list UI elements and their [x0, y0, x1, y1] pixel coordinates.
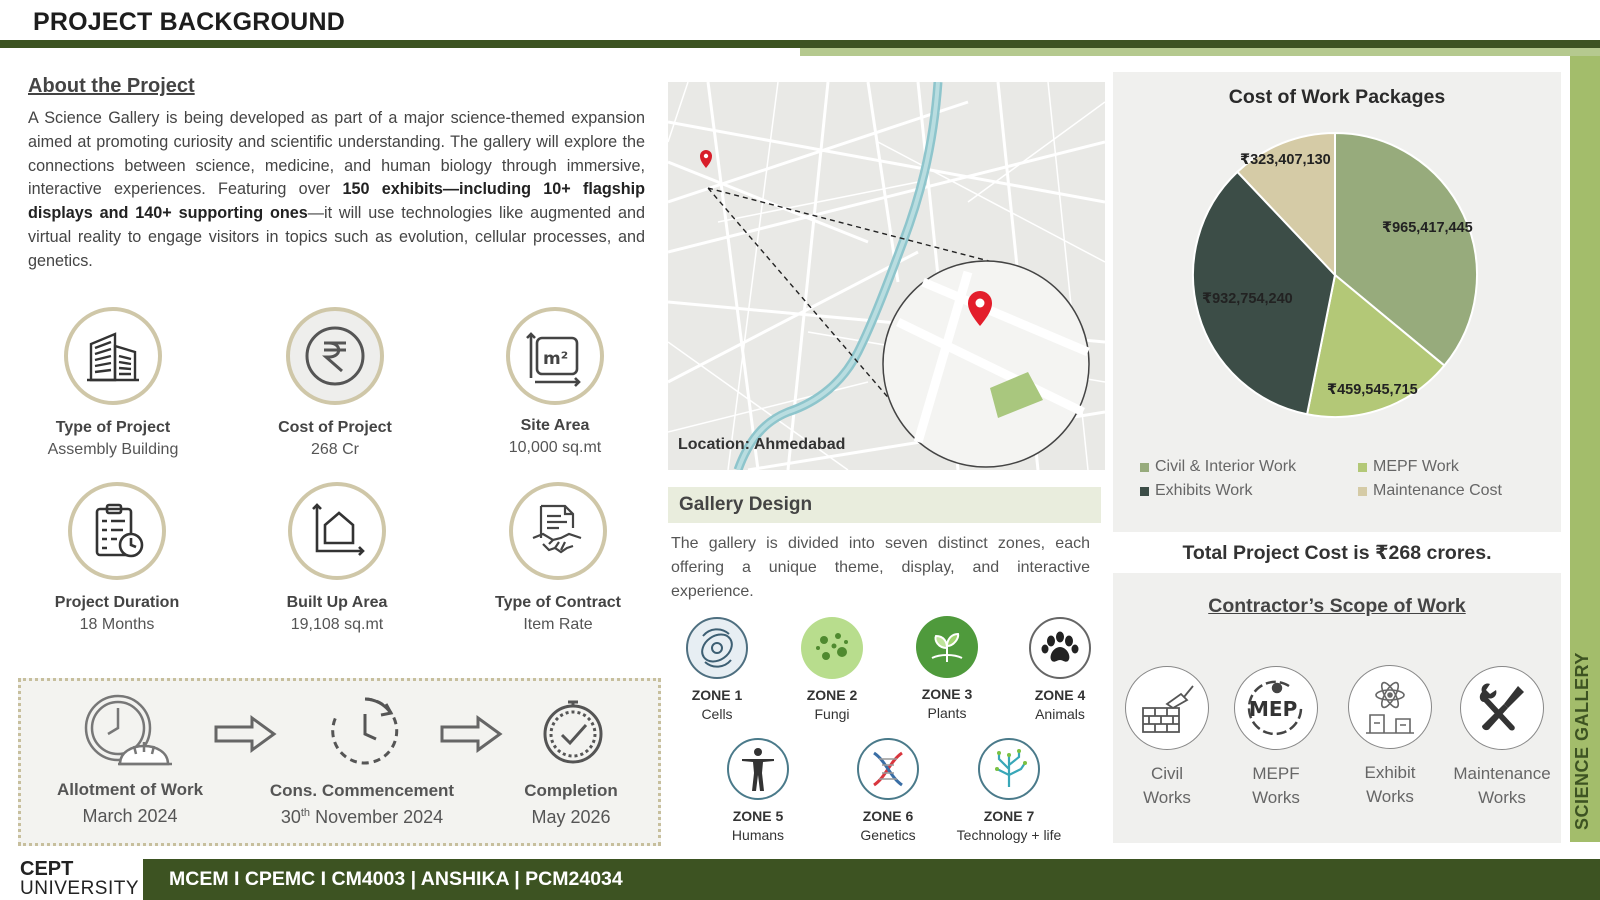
legend-civil: Civil & Interior Work: [1140, 458, 1296, 476]
zone-name: Animals: [1035, 706, 1085, 722]
plant-icon: [916, 616, 978, 678]
zone-label: ZONE 4: [1034, 687, 1086, 703]
legend-swatch: [1140, 463, 1149, 472]
pie-label-civil: ₹965,417,445: [1382, 220, 1473, 236]
cell-icon: [686, 617, 748, 679]
about-paragraph: A Science Gallery is being developed as part of a major science-themed expansion aimed at promoting curiosity and scientific understanding. The gallery will explore the connections between science, medicine, and human biology through immersive, interactive experiences. Featuring over 150 exhibits—including 10+ flagship displays and 140+ supporting ones—it will use technologies like augmented and virtual reality to engage visitors in topics such as evolution, cellular processes, and genetics.: [28, 109, 646, 270]
timeline-label: Allotment of Work: [56, 780, 204, 799]
clock-dashed-icon: [328, 694, 402, 773]
zone-name: Cells: [701, 706, 733, 722]
zone-name: Fungi: [814, 706, 850, 722]
scope-exhibit: [1330, 665, 1450, 809]
timeline-value: March 2024: [82, 806, 178, 826]
timeline-commencement: [252, 781, 472, 828]
info-value: 10,000 sq.mt: [508, 439, 602, 456]
zone-name: Technology + life: [956, 827, 1062, 843]
legend-swatch: [1358, 487, 1367, 496]
dna-icon: [857, 738, 919, 800]
clipboard-clock-icon: [68, 482, 166, 580]
zone-label: ZONE 7: [983, 808, 1035, 824]
zone-5: [693, 738, 823, 843]
header-accent-bar: [800, 48, 1600, 56]
zone-6: [823, 738, 953, 843]
info-label: Project Duration: [54, 594, 180, 611]
mep-icon: [1234, 666, 1318, 750]
info-value: 18 Months: [79, 616, 155, 633]
timeline-label: Completion: [524, 781, 618, 800]
timeline-allotment: [20, 780, 240, 827]
page-title: PROJECT BACKGROUND: [33, 8, 345, 36]
pie-label-maintenance: ₹323,407,130: [1240, 152, 1331, 168]
zone-label: ZONE 2: [806, 687, 858, 703]
scope-label: Civil Works: [1143, 764, 1191, 807]
map-zoom-inset: [883, 261, 1089, 467]
pie-label-mepf: ₹459,545,715: [1327, 382, 1418, 398]
area-m2-icon: [506, 307, 604, 405]
scope-label: Maintenance Works: [1453, 764, 1551, 807]
total-cost: Total Project Cost is ₹268 crores.: [1182, 542, 1492, 564]
wrench-screwdriver-icon: [1460, 666, 1544, 750]
legend-maintenance: Maintenance Cost: [1358, 482, 1502, 500]
zone-name: Plants: [927, 705, 967, 721]
scope-civil: [1107, 666, 1227, 810]
info-value: Item Rate: [523, 616, 593, 633]
info-cost-of-project: [235, 307, 435, 459]
svg-text:MEP: MEP: [1249, 697, 1298, 721]
circuit-tree-icon: [978, 738, 1040, 800]
timeline-label: Cons. Commencement: [269, 781, 455, 800]
zone-label: ZONE 1: [691, 687, 743, 703]
scope-label: Exhibit Works: [1364, 763, 1416, 806]
legend-swatch: [1358, 463, 1367, 472]
info-type-of-contract: [458, 482, 658, 634]
house-plan-icon: [288, 482, 386, 580]
clock-helmet-icon: [80, 692, 180, 773]
info-value: 268 Cr: [310, 441, 360, 458]
footer-text: MCEM I CPEMC I CM4003 | ANSHIKA | PCM24034: [169, 868, 623, 890]
human-icon: [727, 738, 789, 800]
info-type-of-project: [13, 307, 213, 459]
info-site-area: [455, 307, 655, 457]
map-caption: Location: Ahmedabad: [678, 436, 846, 453]
location-map: [668, 82, 1105, 470]
zone-name: Humans: [731, 827, 785, 843]
rupee-icon: [286, 307, 384, 405]
info-label: Site Area: [520, 417, 590, 434]
scope-heading: Contractor’s Scope of Work: [1208, 595, 1466, 617]
about-heading: About the Project: [28, 75, 195, 97]
zone-name: Genetics: [860, 827, 916, 843]
timeline-value: 30th November 2024: [280, 807, 444, 827]
zone-label: ZONE 5: [732, 808, 784, 824]
zone-label: ZONE 3: [921, 686, 973, 702]
scope-mepf: [1216, 666, 1336, 810]
zone-2: [767, 617, 897, 722]
legend-mepf: MEPF Work: [1358, 458, 1459, 476]
info-label: Cost of Project: [278, 419, 392, 436]
scope-maintenance: [1442, 666, 1562, 810]
brick-wall-trowel-icon: [1125, 666, 1209, 750]
legend-swatch: [1140, 487, 1149, 496]
svg-text:m²: m²: [543, 349, 569, 369]
logo-text-top: CEPT: [20, 858, 74, 880]
arrow-right-icon: [212, 714, 278, 759]
zone-4: [995, 617, 1125, 722]
info-value: Assembly Building: [47, 441, 179, 458]
zone-1: [652, 617, 782, 722]
contract-handshake-icon: [509, 482, 607, 580]
header-rule: [0, 40, 1600, 48]
info-label: Built Up Area: [286, 594, 388, 611]
info-label: Type of Contract: [495, 594, 621, 611]
pie-label-exhibits: ₹932,754,240: [1202, 291, 1293, 307]
zone-label: ZONE 6: [862, 808, 914, 824]
gallery-description: The gallery is divided into seven distinct zones, each offering a unique theme, display, and interactive experience.: [671, 535, 1090, 600]
legend-exhibits: Exhibits Work: [1140, 482, 1253, 500]
info-built-up-area: [237, 482, 437, 634]
pie-chart: [1190, 130, 1480, 420]
stopwatch-check-icon: [536, 694, 610, 773]
exhibit-atom-icon: [1348, 665, 1432, 749]
scope-label: MEPF Works: [1252, 764, 1300, 807]
timeline-completion: [461, 781, 681, 828]
logo-text-bottom: UNIVERSITY: [20, 878, 140, 899]
paw-icon: [1029, 617, 1091, 679]
info-project-duration: [17, 482, 217, 634]
zone-7: [944, 738, 1074, 843]
fungi-icon: [801, 617, 863, 679]
arrow-right-icon: [438, 714, 504, 759]
info-label: Type of Project: [55, 419, 171, 436]
gallery-heading: Gallery Design: [679, 494, 813, 515]
zone-3: [882, 616, 1012, 721]
info-value: 19,108 sq.mt: [290, 616, 384, 633]
timeline-value: May 2026: [531, 807, 611, 827]
chart-title: Cost of Work Packages: [1228, 86, 1446, 108]
side-label: SCIENCE GALLERY: [1572, 652, 1592, 830]
building-icon: [64, 307, 162, 405]
